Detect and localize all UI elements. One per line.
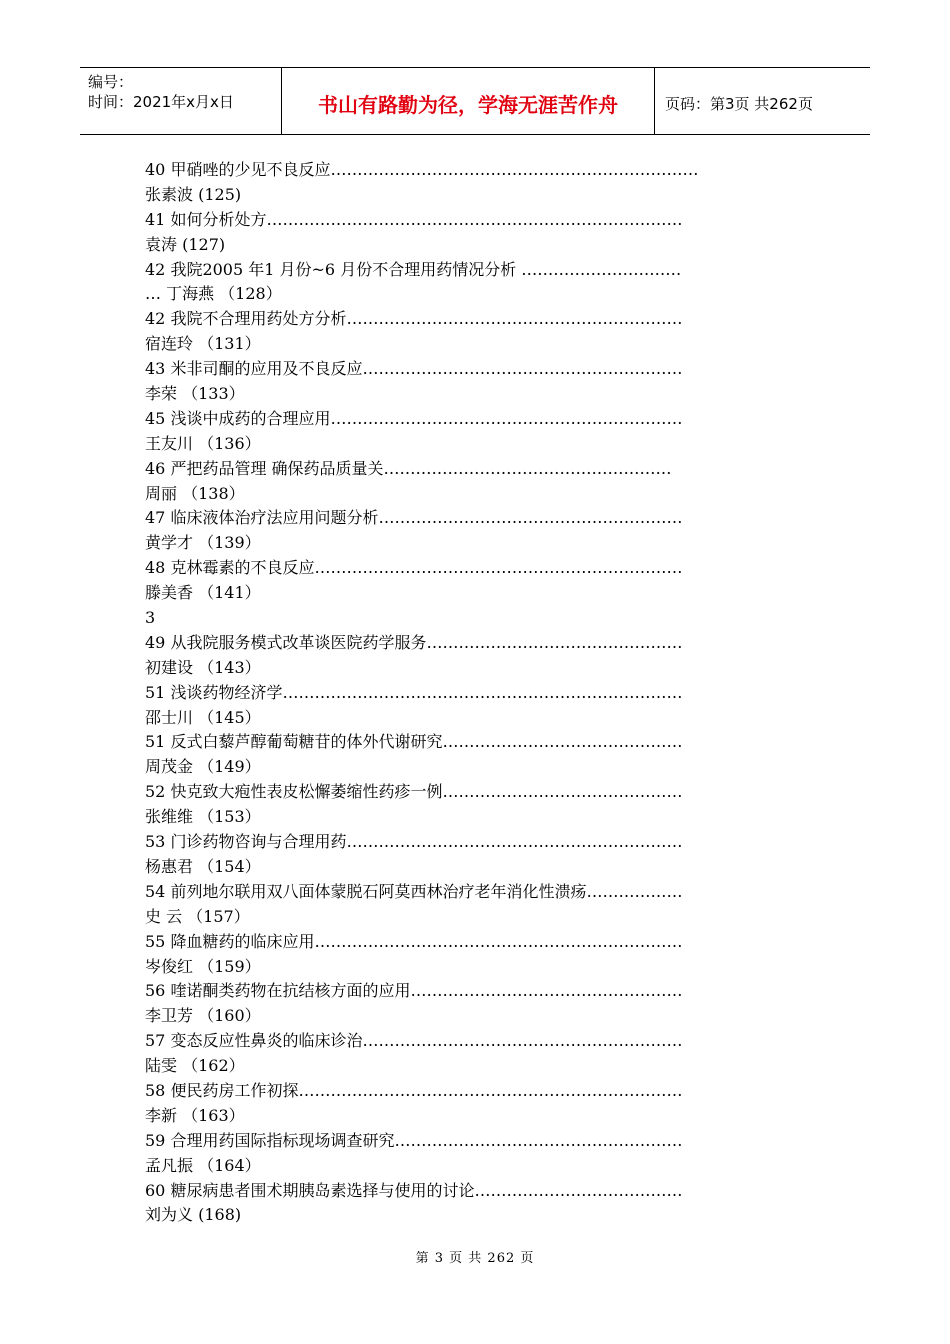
toc-line: 周丽 （138） [145, 483, 245, 503]
toc-line: 46 严把药品管理 确保药品质量关……………………………………………… [145, 458, 672, 478]
date-label: 时间：2021年x月x日 [88, 93, 234, 111]
toc-line: 杨惠君 （154） [145, 856, 261, 876]
toc-line: 42 我院不合理用药处方分析……………………………………………………… [145, 309, 683, 329]
toc-line: 3 [145, 608, 156, 628]
toc-line: 53 门诊药物咨询与合理用药……………………………………………………… [145, 832, 683, 852]
toc-line: 袁涛 (127) [145, 234, 226, 254]
toc-line: 王友川 （136） [145, 433, 261, 453]
toc-line: 周茂金 （149） [145, 757, 261, 777]
toc-line: 40 甲硝唑的少见不良反应…………………………………………………………… [145, 160, 699, 179]
toc-line: 陆雯 （162） [145, 1056, 245, 1076]
toc-line: 黄学才 （139） [145, 533, 261, 553]
toc-line: 张维维 （153） [145, 807, 261, 827]
page-footer: 第 3 页 共 262 页 [415, 1251, 535, 1266]
toc-line: 45 浅谈中成药的合理应用………………………………………………………… [145, 408, 683, 428]
toc-line: 57 变态反应性鼻炎的临床诊治…………………………………………………… [145, 1031, 683, 1051]
header-page-info: 页码：第3页 共262页 [665, 94, 813, 113]
header-motto: 书山有路勤为径，学海无涯苦作舟 [282, 68, 655, 134]
toc-line: 43 米非司酮的应用及不良反应…………………………………………………… [145, 359, 683, 379]
toc-line: 史 云 （157） [145, 906, 250, 926]
toc-line: 49 从我院服务模式改革谈医院药学服务………………………………………… [145, 632, 683, 652]
toc-line: … 丁海燕 （128） [145, 284, 282, 304]
toc-line: 51 反式白藜芦醇葡萄糖苷的体外代谢研究……………………………………… [145, 732, 683, 752]
toc-line: 42 我院2005 年1 月份~6 月份不合理用药情况分析 ………………………… [145, 259, 682, 279]
toc-line: 52 快克致大疱性表皮松懈萎缩性药疹一例……………………………………… [145, 782, 683, 802]
toc-line: 58 便民药房工作初探……………………………………………………………… [145, 1080, 683, 1100]
toc-line: 54 前列地尔联用双八面体蒙脱石阿莫西林治疗老年消化性溃疡……………… [145, 881, 683, 901]
toc-line: 51 浅谈药物经济学………………………………………………………………… [145, 682, 683, 702]
toc-line: 孟凡振 （164） [145, 1155, 261, 1175]
toc-line: 初建设 （143） [145, 657, 261, 677]
toc-line: 47 临床液体治疗法应用问题分析………………………………………………… [145, 508, 683, 528]
toc-line: 滕美香 （141） [145, 583, 261, 603]
toc-line: 宿连玲 （131） [145, 334, 261, 354]
toc-line: 刘为义 (168) [145, 1205, 242, 1225]
page-header [80, 67, 870, 135]
header-meta [80, 68, 282, 134]
toc-line: 55 降血糖药的临床应用…………………………………………………………… [145, 931, 683, 951]
toc-line: 李荣 （133） [145, 384, 245, 404]
toc-line: 41 如何分析处方…………………………………………………………………… [145, 209, 683, 229]
table-of-contents [145, 158, 810, 1228]
toc-line: 张素波 (125) [145, 184, 242, 204]
toc-line: 60 糖尿病患者围术期胰岛素选择与使用的讨论………………………………… [145, 1180, 683, 1200]
toc-line: 56 喹诺酮类药物在抗结核方面的应用…………………………………………… [145, 981, 683, 1001]
toc-line: 岑俊红 （159） [145, 956, 261, 976]
toc-line: 邵士川 （145） [145, 707, 261, 727]
toc-line: 李卫芳 （160） [145, 1006, 261, 1026]
toc-line: 59 合理用药国际指标现场调查研究……………………………………………… [145, 1130, 683, 1150]
toc-line: 李新 （163） [145, 1105, 245, 1125]
number-label: 编号： [88, 73, 134, 91]
toc-line: 48 克林霉素的不良反应…………………………………………………………… [145, 558, 683, 578]
